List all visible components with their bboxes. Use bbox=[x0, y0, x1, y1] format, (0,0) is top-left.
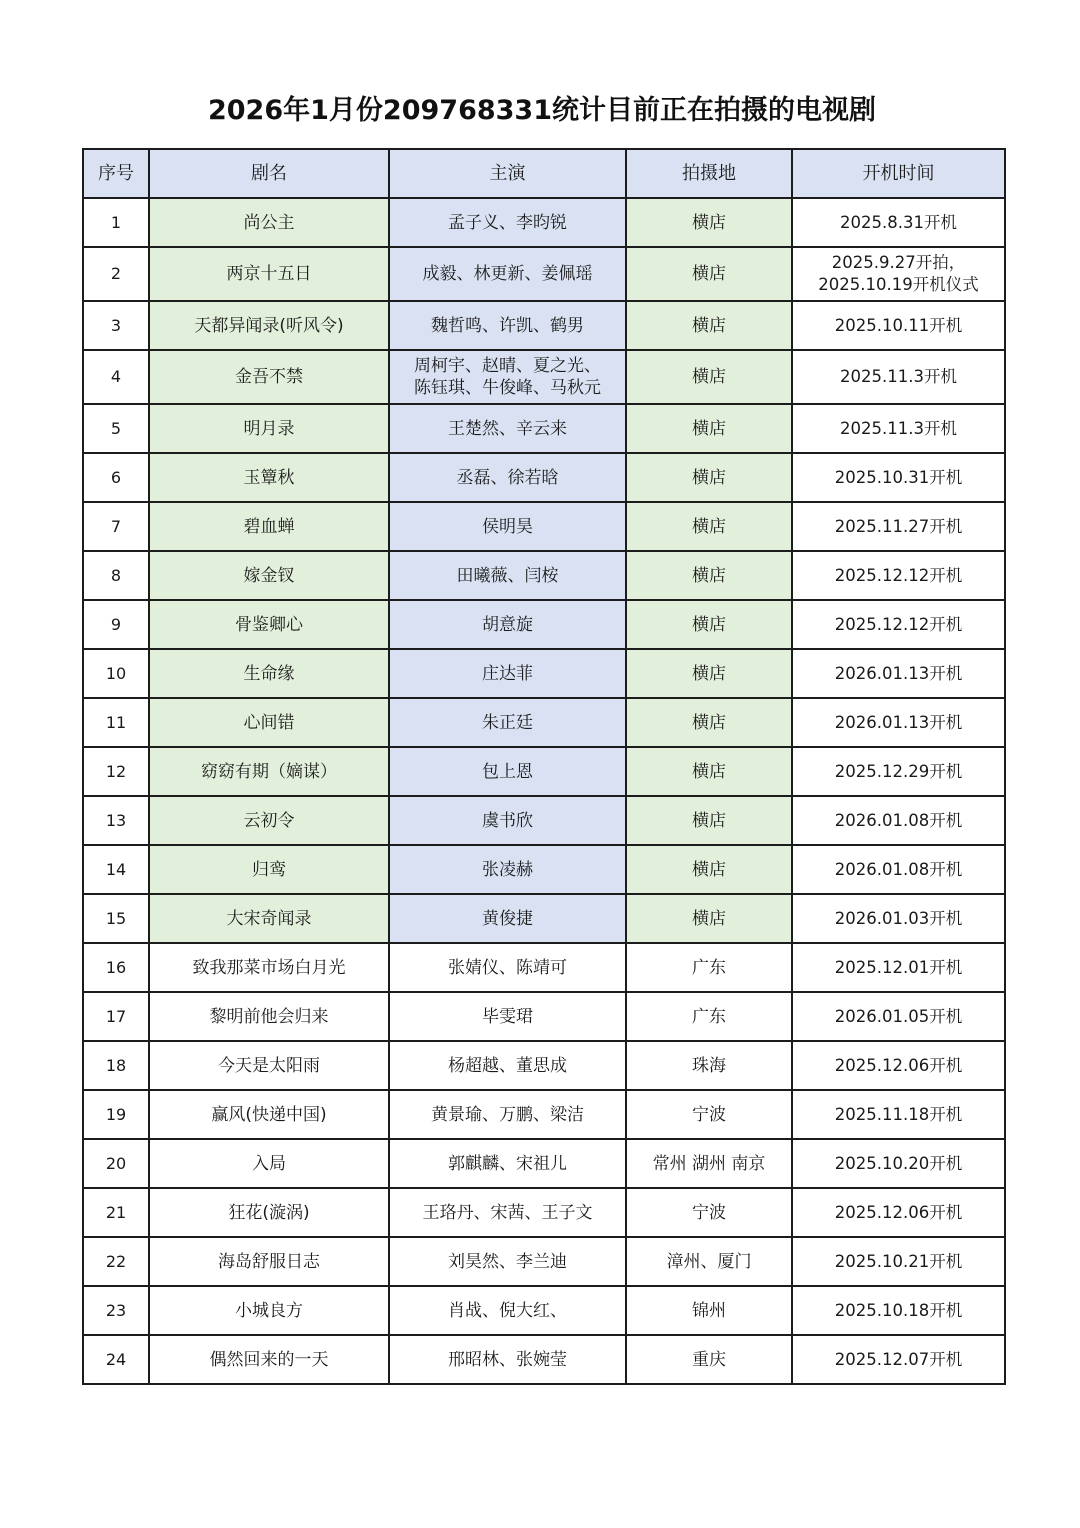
cell-location: 横店 bbox=[626, 247, 792, 301]
table-row bbox=[83, 1335, 1005, 1384]
cell-index: 16 bbox=[83, 943, 149, 992]
cell-index: 12 bbox=[83, 747, 149, 796]
cell-start-time: 2025.11.27开机 bbox=[792, 502, 1005, 551]
table-row bbox=[83, 350, 1005, 404]
cell-cast: 孟子义、李昀锐 bbox=[389, 198, 626, 247]
cell-drama-name: 大宋奇闻录 bbox=[149, 894, 389, 943]
table-header-row bbox=[83, 149, 1005, 198]
cell-location: 锦州 bbox=[626, 1286, 792, 1335]
table-row bbox=[83, 1041, 1005, 1090]
cell-drama-name: 今天是太阳雨 bbox=[149, 1041, 389, 1090]
cell-start-time: 2025.11.18开机 bbox=[792, 1090, 1005, 1139]
cell-location: 横店 bbox=[626, 551, 792, 600]
cell-drama-name: 明月录 bbox=[149, 404, 389, 453]
cell-start-time: 2025.10.31开机 bbox=[792, 453, 1005, 502]
cell-index: 24 bbox=[83, 1335, 149, 1384]
cell-location: 广东 bbox=[626, 943, 792, 992]
header-index: 序号 bbox=[83, 149, 149, 198]
cell-drama-name: 骨鉴卿心 bbox=[149, 600, 389, 649]
cell-cast: 杨超越、董思成 bbox=[389, 1041, 626, 1090]
cell-cast: 王楚然、辛云来 bbox=[389, 404, 626, 453]
cell-cast: 毕雯珺 bbox=[389, 992, 626, 1041]
cell-cast: 包上恩 bbox=[389, 747, 626, 796]
cell-cast: 郭麒麟、宋祖儿 bbox=[389, 1139, 626, 1188]
cell-index: 3 bbox=[83, 301, 149, 350]
table-row bbox=[83, 1286, 1005, 1335]
cell-start-time: 2025.11.3开机 bbox=[792, 350, 1005, 404]
cell-cast: 庄达菲 bbox=[389, 649, 626, 698]
cell-start-time: 2026.01.08开机 bbox=[792, 845, 1005, 894]
cell-start-time: 2025.12.12开机 bbox=[792, 600, 1005, 649]
cell-index: 13 bbox=[83, 796, 149, 845]
cell-start-time: 2025.12.12开机 bbox=[792, 551, 1005, 600]
cell-drama-name: 碧血蝉 bbox=[149, 502, 389, 551]
table-row bbox=[83, 1139, 1005, 1188]
cell-location: 横店 bbox=[626, 747, 792, 796]
table-row bbox=[83, 649, 1005, 698]
cell-cast: 张婧仪、陈靖可 bbox=[389, 943, 626, 992]
cell-location: 横店 bbox=[626, 404, 792, 453]
cell-location: 重庆 bbox=[626, 1335, 792, 1384]
cell-index: 1 bbox=[83, 198, 149, 247]
cell-start-time: 2025.12.06开机 bbox=[792, 1041, 1005, 1090]
header-cast: 主演 bbox=[389, 149, 626, 198]
cell-drama-name: 入局 bbox=[149, 1139, 389, 1188]
cell-cast: 魏哲鸣、许凯、鹤男 bbox=[389, 301, 626, 350]
cell-cast: 虞书欣 bbox=[389, 796, 626, 845]
cell-location: 横店 bbox=[626, 502, 792, 551]
table-row bbox=[83, 1090, 1005, 1139]
cell-cast: 黄景瑜、万鹏、梁洁 bbox=[389, 1090, 626, 1139]
cell-cast: 丞磊、徐若晗 bbox=[389, 453, 626, 502]
tv-drama-table bbox=[82, 148, 1006, 1385]
cell-index: 14 bbox=[83, 845, 149, 894]
table-row bbox=[83, 453, 1005, 502]
cell-start-time: 2025.12.01开机 bbox=[792, 943, 1005, 992]
cell-drama-name: 小城良方 bbox=[149, 1286, 389, 1335]
cell-location: 横店 bbox=[626, 796, 792, 845]
cell-drama-name: 心间错 bbox=[149, 698, 389, 747]
cell-cast: 侯明昊 bbox=[389, 502, 626, 551]
table-row bbox=[83, 747, 1005, 796]
cell-start-time: 2026.01.03开机 bbox=[792, 894, 1005, 943]
table-row bbox=[83, 796, 1005, 845]
cell-cast: 成毅、林更新、姜佩瑶 bbox=[389, 247, 626, 301]
cell-index: 22 bbox=[83, 1237, 149, 1286]
cell-cast: 王珞丹、宋茜、王子文 bbox=[389, 1188, 626, 1237]
cell-drama-name: 狂花(漩涡) bbox=[149, 1188, 389, 1237]
cell-cast: 朱正廷 bbox=[389, 698, 626, 747]
cell-start-time: 2026.01.08开机 bbox=[792, 796, 1005, 845]
cell-drama-name: 天都异闻录(听风令) bbox=[149, 301, 389, 350]
cell-location: 宁波 bbox=[626, 1090, 792, 1139]
cell-location: 横店 bbox=[626, 198, 792, 247]
cell-cast: 黄俊捷 bbox=[389, 894, 626, 943]
cell-start-time: 2025.12.29开机 bbox=[792, 747, 1005, 796]
table-row bbox=[83, 551, 1005, 600]
cell-drama-name: 海岛舒服日志 bbox=[149, 1237, 389, 1286]
table-row bbox=[83, 992, 1005, 1041]
table-row bbox=[83, 301, 1005, 350]
cell-start-time: 2025.8.31开机 bbox=[792, 198, 1005, 247]
cell-cast: 田曦薇、闫桉 bbox=[389, 551, 626, 600]
cell-cast: 周柯宇、赵晴、夏之光、 陈钰琪、牛俊峰、马秋元 bbox=[389, 350, 626, 404]
cell-location: 珠海 bbox=[626, 1041, 792, 1090]
cell-cast: 刘昊然、李兰迪 bbox=[389, 1237, 626, 1286]
cell-drama-name: 尚公主 bbox=[149, 198, 389, 247]
cell-index: 15 bbox=[83, 894, 149, 943]
cell-cast: 胡意旋 bbox=[389, 600, 626, 649]
cell-index: 17 bbox=[83, 992, 149, 1041]
cell-start-time: 2026.01.13开机 bbox=[792, 649, 1005, 698]
cell-index: 2 bbox=[83, 247, 149, 301]
cell-index: 7 bbox=[83, 502, 149, 551]
cell-index: 5 bbox=[83, 404, 149, 453]
cell-index: 9 bbox=[83, 600, 149, 649]
cell-drama-name: 赢风(快递中国) bbox=[149, 1090, 389, 1139]
header-drama-name: 剧名 bbox=[149, 149, 389, 198]
cell-index: 23 bbox=[83, 1286, 149, 1335]
cell-location: 宁波 bbox=[626, 1188, 792, 1237]
cell-location: 横店 bbox=[626, 649, 792, 698]
cell-drama-name: 偶然回来的一天 bbox=[149, 1335, 389, 1384]
cell-start-time: 2025.12.07开机 bbox=[792, 1335, 1005, 1384]
cell-drama-name: 归鸾 bbox=[149, 845, 389, 894]
cell-location: 横店 bbox=[626, 301, 792, 350]
cell-drama-name: 生命缘 bbox=[149, 649, 389, 698]
table-row bbox=[83, 943, 1005, 992]
cell-location: 横店 bbox=[626, 845, 792, 894]
cell-index: 4 bbox=[83, 350, 149, 404]
cell-start-time: 2025.12.06开机 bbox=[792, 1188, 1005, 1237]
table-row bbox=[83, 502, 1005, 551]
cell-drama-name: 窈窈有期（嫡谋） bbox=[149, 747, 389, 796]
cell-drama-name: 云初令 bbox=[149, 796, 389, 845]
cell-cast: 肖战、倪大红、 bbox=[389, 1286, 626, 1335]
table-row bbox=[83, 198, 1005, 247]
table-row bbox=[83, 1237, 1005, 1286]
cell-location: 横店 bbox=[626, 698, 792, 747]
cell-index: 20 bbox=[83, 1139, 149, 1188]
cell-start-time: 2025.11.3开机 bbox=[792, 404, 1005, 453]
cell-drama-name: 嫁金钗 bbox=[149, 551, 389, 600]
cell-index: 8 bbox=[83, 551, 149, 600]
cell-drama-name: 玉簟秋 bbox=[149, 453, 389, 502]
cell-location: 常州 湖州 南京 bbox=[626, 1139, 792, 1188]
cell-location: 横店 bbox=[626, 600, 792, 649]
cell-cast: 张凌赫 bbox=[389, 845, 626, 894]
cell-drama-name: 金吾不禁 bbox=[149, 350, 389, 404]
table-row bbox=[83, 1188, 1005, 1237]
cell-index: 21 bbox=[83, 1188, 149, 1237]
cell-index: 19 bbox=[83, 1090, 149, 1139]
cell-index: 18 bbox=[83, 1041, 149, 1090]
cell-start-time: 2026.01.13开机 bbox=[792, 698, 1005, 747]
cell-start-time: 2025.10.11开机 bbox=[792, 301, 1005, 350]
table-row bbox=[83, 600, 1005, 649]
table-row bbox=[83, 247, 1005, 301]
cell-drama-name: 黎明前他会归来 bbox=[149, 992, 389, 1041]
cell-index: 6 bbox=[83, 453, 149, 502]
header-start-time: 开机时间 bbox=[792, 149, 1005, 198]
cell-location: 广东 bbox=[626, 992, 792, 1041]
page-title: 2026年1月份209768331统计目前正在拍摄的电视剧 bbox=[207, 95, 876, 126]
cell-start-time: 2025.9.27开拍， 2025.10.19开机仪式 bbox=[792, 247, 1005, 301]
cell-start-time: 2025.10.20开机 bbox=[792, 1139, 1005, 1188]
cell-location: 横店 bbox=[626, 453, 792, 502]
header-location: 拍摄地 bbox=[626, 149, 792, 198]
cell-location: 漳州、厦门 bbox=[626, 1237, 792, 1286]
cell-cast: 邢昭林、张婉莹 bbox=[389, 1335, 626, 1384]
cell-index: 11 bbox=[83, 698, 149, 747]
cell-location: 横店 bbox=[626, 894, 792, 943]
cell-start-time: 2025.10.18开机 bbox=[792, 1286, 1005, 1335]
table-row bbox=[83, 845, 1005, 894]
cell-drama-name: 两京十五日 bbox=[149, 247, 389, 301]
cell-index: 10 bbox=[83, 649, 149, 698]
cell-location: 横店 bbox=[626, 350, 792, 404]
table-row bbox=[83, 698, 1005, 747]
cell-start-time: 2026.01.05开机 bbox=[792, 992, 1005, 1041]
table-row bbox=[83, 404, 1005, 453]
cell-drama-name: 致我那菜市场白月光 bbox=[149, 943, 389, 992]
cell-start-time: 2025.10.21开机 bbox=[792, 1237, 1005, 1286]
table-row bbox=[83, 894, 1005, 943]
